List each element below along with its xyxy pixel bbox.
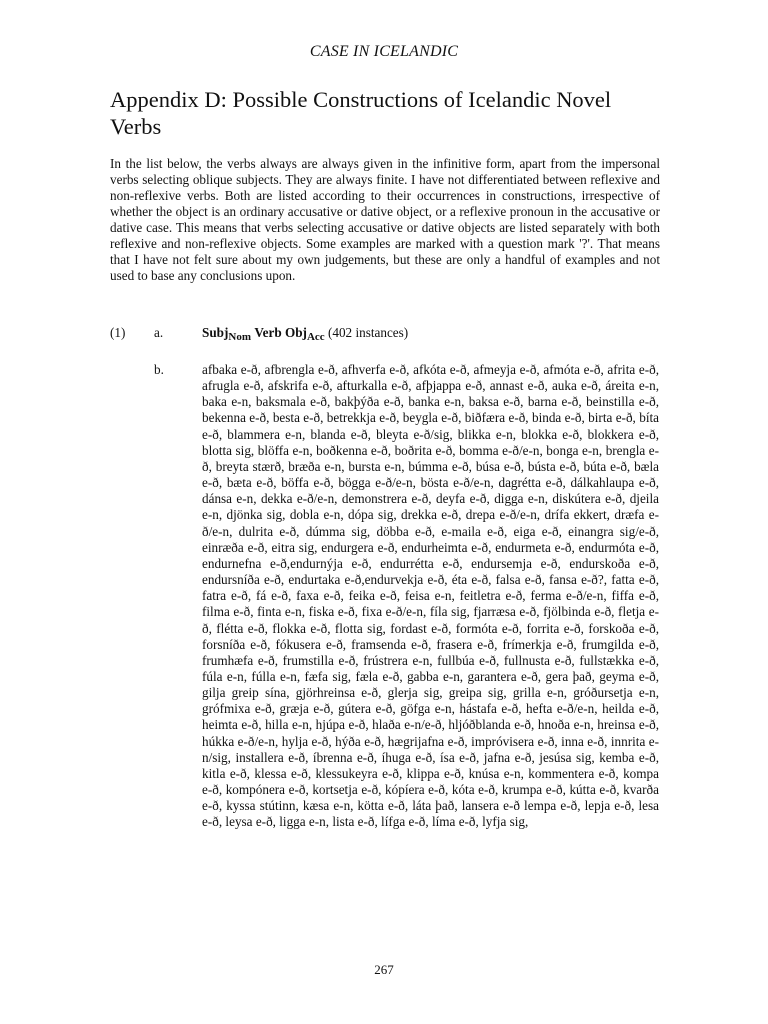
instance-count: (402 instances) [327,325,409,340]
running-head: CASE IN ICELANDIC [309,43,459,60]
intro-paragraph: In the list below, the verbs always are always given in the infinitive form, apart from the impersonal verbs selecting oblique subjects. They are always finite. I have not differentiated between reflexive and non-reflexive verbs. Both are listed according to their occurrences in constructions, irrespective of whether the object is an ordinary accusative or dative object, or a reflexive pronoun in the accusative or dative case. This means that verbs selecting accusative or dative objects are listed separately with both reflexive and non-reflexive objects. Some examples are marked with a question mark '?'. That means that I have not felt sure about my own judgements, but these are only a handful of examples and not used to base any conclusions upon. [110,156,660,283]
subj-label: Subj [202,325,229,340]
obj-case: Acc [306,331,325,343]
appendix-title: Appendix D: Possible Constructions of Icelandic Novel Verbs [110,87,612,139]
verb-list: afbaka e-ð, afbrengla e-ð, afhverfa e-ð, afkóta e-ð, afmeyja e-ð, afmóta e-ð, afrita e-ð, afrugla e-ð, afskrifa e-ð, afturkalla e-ð, afþjappa e-ð, annast e-ð, auka e-ð, áreita e-n, baka e-n, baksmala e-ð, bakþýða e-ð, banka e-n, baksa e-ð, barna e-ð, beinstilla e-ð, bekenna e-ð, besta e-ð, betrekkja e-ð, beygla e-ð, biðfæra e-ð, binda e-ð, birta e-ð, bíta e-ð, blammera e-n, blanda e-ð, bleyta e-ð/sig, blikka e-n, blokka e-ð, blokkera e-ð, blotta sig, blöffa e-n, boðkenna e-ð, boðrita e-ð, bomma e-ð/e-n, bonga e-n, brengla e-ð, breyta stærð, bræða e-n, bursta e-n, búmma e-ð, búsa e-ð, bústa e-ð, búta e-ð, bæla e-ð, bæta e-ð, böffa e-ð, bögga e-ð/e-n, bösta e-ð/e-n, dagrétta e-ð, dálkahlaupa e-ð, dánsa e-n, dekka e-ð/e-n, demonstrera e-ð, deyfa e-ð, digga e-n, diskútera e-ð, djeila e-n, djönka sig, dobla e-n, dópa sig, drekka e-ð, drepa e-ð/e-n, drífa ekkert, dræfa e-ð/e-n, dulrita e-ð, dúmma sig, döbba e-ð, e-maila e-ð, eiga e-ð, einangra sig/e-ð, einræða e-ð, eitra sig, endurgera e-ð, endurheimta e-ð, endurmeta e-ð, endurmóta e-ð, endurnefna e-ð,endurnýja e-ð, endurrétta e-ð, endursemja e-ð, endurskoða e-ð, endursníða e-ð, endurtaka e-ð,endurvekja e-ð, éta e-ð, falsa e-ð, fansa e-ð?, fatta e-ð, fatra e-ð, fá e-ð, faxa e-ð, feika e-ð, feisa e-n, feitletra e-ð, ferma e-ð/e-n, fiffa e-ð, filma e-ð, finta e-n, fiska e-ð, fixa e-ð/e-n, fíla sig, fjarræsa e-ð, fjölbinda e-ð, fletja e-ð, flétta e-ð, flokka e-ð, flotta sig, fordast e-ð, formóta e-ð, forrita e-ð, forskoða e-ð, forsníða e-ð, fókusera e-ð, framsenda e-ð, frasera e-ð, frímerkja e-ð, frumgilda e-ð, frumhæfa e-ð, frumstilla e-ð, frústrera e-n, fullbúa e-ð, fullnusta e-ð, fullstækka e-ð, fúla e-n, fúlla e-n, fæfa sig, fæla e-ð, gabba e-n, garantera e-ð, gera það, geyma e-ð, gilja greip sína, gjörhreinsa e-ð, glerja sig, greipa sig, grilla e-n, gróðursetja e-n, grófmixa e-ð, græja e-ð, gútera e-ð, göfga e-n, hástafa e-ð, hefta e-ð/e-n, heilda e-ð, heimta e-ð, hilla e-n, hjúpa e-ð, hlaða e-n/e-ð, hljóðblanda e-ð, hnoða e-n, hreinsa e-ð, húkka e-ð/e-n, hylja e-ð, hýða e-ð, hægrijafna e-ð, impróvisera e-ð, inna e-ð, innrita e-n/sig, installera e-ð, íbrenna e-ð, íhuga e-ð, ísa e-ð, jafna e-ð, jesúsa sig, kemba e-ð, kitla e-ð, klessa e-ð, klessukeyra e-ð, klippa e-ð, knúsa e-n, kommentera e-ð, kompa e-ð, kompónera e-ð, kortsetja e-ð, kópíera e-ð, kóta e-ð, krumpa e-ð, kútta e-ð, kvarða e-ð, kyssa stútinn, kæsa e-n, kötta e-ð, láta það, lansera e-ð lempa e-ð, lepja e-ð, lesa e-ð, leysa e-ð, ligga e-n, lista e-ð, lífga e-ð, líma e-ð, lyfja sig, [202,362,659,830]
page-number: 267 [374,962,394,977]
subj-case: Nom [228,331,252,343]
example-b-label: b. [154,362,164,377]
obj-label: Obj [284,325,307,340]
example-a-construction [202,325,408,343]
example-number: (1) [110,325,126,340]
example-a-label: a. [154,325,164,340]
verb-label: Verb [254,325,282,340]
